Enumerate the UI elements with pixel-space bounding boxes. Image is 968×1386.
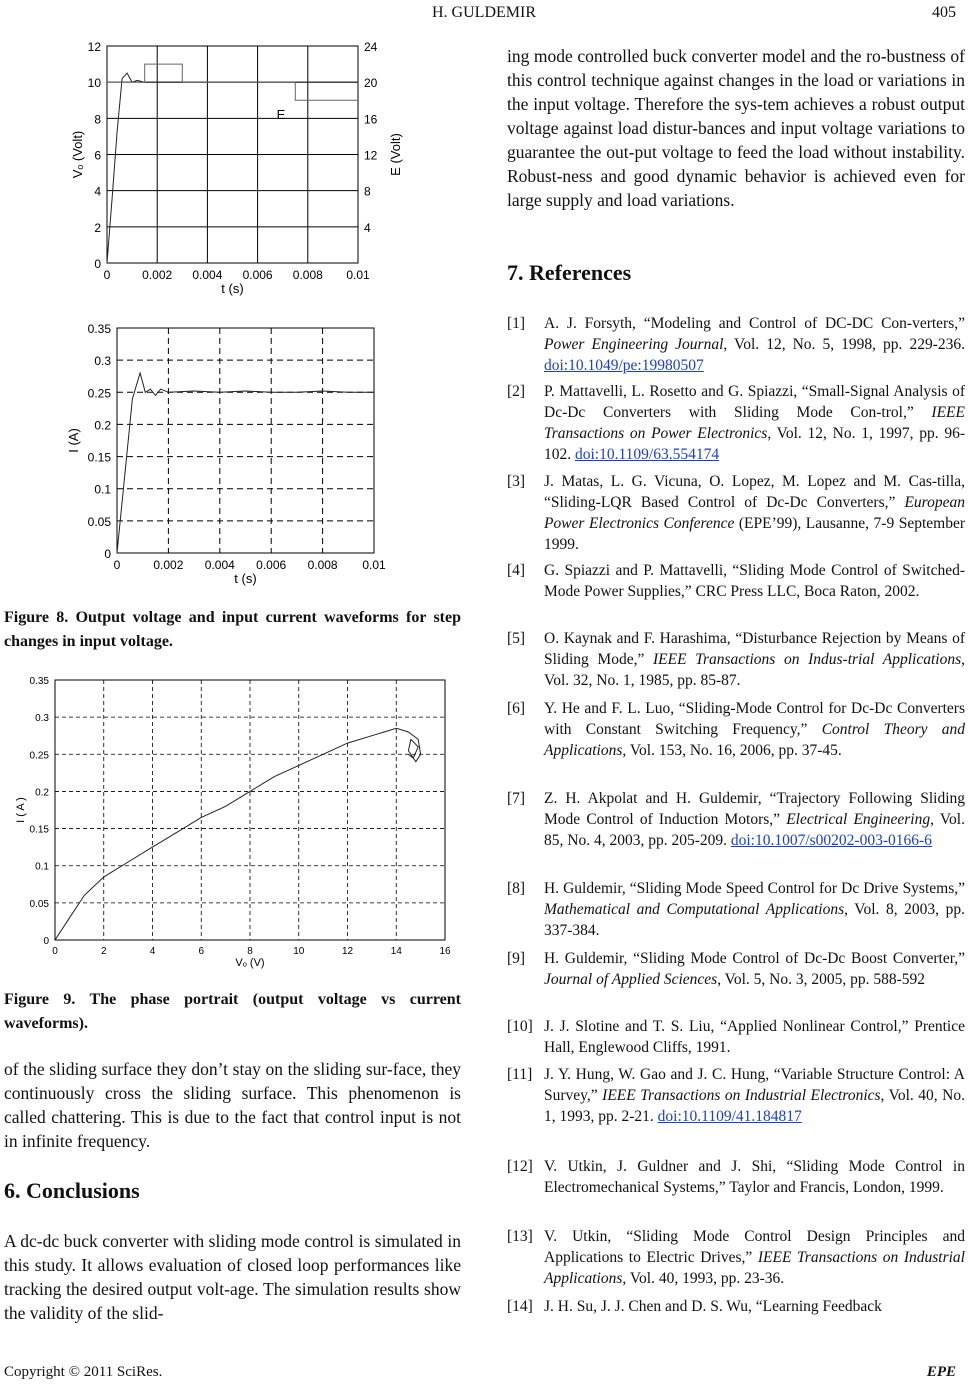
reference-number: [7] xyxy=(507,790,526,807)
y-axis-label: Vₒ (Volt) xyxy=(70,130,85,179)
reference-text xyxy=(544,1226,965,1289)
reference-number: [8] xyxy=(507,880,526,897)
doi-link[interactable]: doi:10.1049/pe:19980507 xyxy=(544,357,704,374)
y2-tick-label: 8 xyxy=(364,184,371,199)
y2-tick-label: 20 xyxy=(364,76,378,91)
x-tick-label: 6 xyxy=(198,946,205,957)
reference-authors-title: Y. He and F. L. Luo, “Sliding-Mode Control for Dc-Dc Converters with Constant Switching Frequency,” xyxy=(544,700,965,738)
y2-tick-label: 24 xyxy=(364,40,378,54)
conclusions-continued-paragraph: ing mode controlled buck converter model and the ro-bustness of this control technique against changes in the load or variations in the input voltage. Therefore the sys-tem achieves a robust output voltage against load distur-bances and input voltage variations to guarantee the out-put voltage to feed the load without instability. Robust-ness and good dynamic behavior is achieved even for large supply and load variations. xyxy=(507,46,965,210)
x-tick-label: 14 xyxy=(390,946,402,957)
reference-venue: IEEE Transactions on Industrial Electronics xyxy=(602,1087,881,1104)
reference-item xyxy=(507,1064,965,1127)
y-tick-label: 4 xyxy=(94,184,101,199)
reference-item xyxy=(507,381,965,465)
y2-tick-label: 4 xyxy=(364,220,371,235)
reference-text xyxy=(544,788,965,851)
series-line xyxy=(117,373,374,553)
x-tick-label: 0.004 xyxy=(204,558,235,572)
reference-number: [3] xyxy=(507,473,526,490)
y-tick-label: 10 xyxy=(87,76,101,91)
reference-item xyxy=(507,878,965,941)
references-heading: 7. References xyxy=(507,260,632,285)
voltage-chart xyxy=(60,32,420,302)
e-annotation: E xyxy=(276,107,286,122)
y-tick-label: 0.35 xyxy=(87,322,111,336)
y-tick-label: 0.2 xyxy=(35,787,49,799)
reference-text xyxy=(544,948,965,990)
reference-item xyxy=(507,313,965,376)
y-tick-label: 0 xyxy=(104,547,111,561)
reference-authors-title: J. H. Su, J. J. Chen and D. S. Wu, “Learning Feedback xyxy=(544,1298,882,1315)
x-tick-label: 0.002 xyxy=(153,558,184,572)
x-axis-label: t (s) xyxy=(221,281,244,296)
x-tick-label: 8 xyxy=(247,946,253,957)
copyright-footer: Copyright © 2011 SciRes. xyxy=(4,1364,163,1380)
reference-authors-title: A. J. Forsyth, “Modeling and Control of DC-DC Con-verters,” xyxy=(544,315,965,332)
x-tick-label: 10 xyxy=(293,946,305,957)
reference-authors-title: Z. H. Akpolat and H. Guldemir, “Trajectory Following Sliding Mode Control of Induction Motors,” xyxy=(544,790,965,828)
reference-authors-title: P. Mattavelli, L. Rosetto and G. Spiazzi, “Small-Signal Analysis of Dc-Dc Converters with Sliding Mode Con-trol,” xyxy=(544,383,965,421)
reference-item xyxy=(507,1296,965,1317)
reference-authors-title: H. Guldemir, “Sliding Mode Speed Control for Dc Drive Systems,” xyxy=(544,880,965,897)
reference-authors-title: J. J. Slotine and T. S. Liu, “Applied Nonlinear Control,” Prentice Hall, Englewood Cliffs, 1991. xyxy=(544,1018,965,1056)
y-tick-label: 0.15 xyxy=(29,824,49,836)
reference-number: [2] xyxy=(507,383,526,400)
figure-9-caption: Figure 9. The phase portrait (output voltage vs current waveforms). xyxy=(4,991,461,1032)
doi-link[interactable]: doi:10.1007/s00202-003-0166-6 xyxy=(730,832,932,849)
y-tick-label: 0 xyxy=(94,257,101,271)
reference-text xyxy=(544,1296,965,1317)
reference-text xyxy=(544,878,965,941)
page-number: 405 xyxy=(932,4,956,21)
reference-details: , Vol. 12, No. 1, 1997, pp. 96-102. xyxy=(544,425,965,463)
y2-tick-label: 12 xyxy=(364,148,378,163)
reference-item xyxy=(507,560,965,602)
reference-text xyxy=(544,1156,965,1198)
y-tick-label: 2 xyxy=(94,220,101,235)
y-tick-label: 0.25 xyxy=(29,750,49,762)
doi-link[interactable]: doi:10.1109/41.184817 xyxy=(657,1108,802,1125)
figure-8-caption: Figure 8. Output voltage and input current waveforms for step changes in input voltage. xyxy=(4,609,461,650)
reference-authors-title: J. Y. Hung, W. Gao and J. C. Hung, “Variable Structure Control: A Survey,” xyxy=(544,1066,965,1104)
reference-details: , Vol. 12, No. 5, 1998, pp. 229-236. xyxy=(723,336,965,353)
plot-frame xyxy=(117,328,374,553)
reference-item xyxy=(507,1226,965,1289)
reference-venue: Electrical Engineering xyxy=(786,811,931,828)
x-tick-label: 0.006 xyxy=(256,558,287,572)
reference-venue: Journal of Applied Sciences xyxy=(544,971,718,988)
y2-tick-label: 16 xyxy=(364,112,378,127)
y-tick-label: 0.2 xyxy=(94,418,111,433)
reference-number: [4] xyxy=(507,562,526,579)
reference-details: , Vol. 32, No. 1, 1985, pp. 85-87. xyxy=(544,651,965,689)
y-tick-label: 6 xyxy=(94,148,101,163)
y-tick-label: 0.1 xyxy=(94,482,111,497)
x-tick-label: 4 xyxy=(149,946,156,957)
reference-venue: IEEE Transactions on Power Electronics xyxy=(544,404,965,442)
reference-text xyxy=(544,1064,965,1127)
reference-item xyxy=(507,1016,965,1058)
doi-link[interactable]: doi:10.1109/63.554174 xyxy=(575,446,720,463)
x-tick-label: 2 xyxy=(100,946,107,957)
reference-item xyxy=(507,788,965,851)
running-header: H. GULDEMIR xyxy=(432,4,536,21)
reference-item xyxy=(507,948,965,990)
y-axis-label: I (A) xyxy=(66,428,81,453)
reference-details: , Vol. 85, No. 4, 2003, pp. 205-209. xyxy=(544,811,965,849)
x-tick-label: 0.008 xyxy=(292,268,323,282)
reference-authors-title: G. Spiazzi and P. Mattavelli, “Sliding Mode Control of Switched-Mode Power Supplies,” CRC Press LLC, Boca Raton, 2002. xyxy=(544,562,965,600)
reference-number: [9] xyxy=(507,950,526,967)
x-tick-label: 0.01 xyxy=(346,268,370,282)
reference-item xyxy=(507,698,965,761)
reference-authors-title: V. Utkin, “Sliding Mode Control Design Principles and Applications to Electric Drives,” xyxy=(544,1228,965,1266)
y-tick-label: 0.05 xyxy=(87,514,111,529)
y-tick-label: 0.3 xyxy=(94,354,111,369)
x-axis-label: Vₒ (V) xyxy=(235,957,265,969)
reference-item xyxy=(507,1156,965,1198)
reference-details: , Vol. 40, No. 1, 1993, pp. 2-21. xyxy=(544,1087,965,1125)
reference-text xyxy=(544,1016,965,1058)
x-tick-label: 0 xyxy=(52,946,58,957)
x-tick-label: 0.01 xyxy=(362,558,386,572)
reference-venue: IEEE Transactions on Industrial Applications xyxy=(544,1249,965,1287)
reference-details: , Vol. 5, No. 3, 2005, pp. 588-592 xyxy=(717,971,926,988)
reference-details: (EPE’99), Lausanne, 7-9 September 1999. xyxy=(544,515,965,553)
x-axis-label: t (s) xyxy=(234,571,257,586)
x-tick-label: 0.008 xyxy=(307,558,338,572)
reference-authors-title: H. Guldemir, “Sliding Mode Control of Dc-Dc Boost Converter,” xyxy=(544,950,965,967)
x-tick-label: 0 xyxy=(113,558,121,572)
reference-number: [11] xyxy=(507,1066,533,1083)
reference-number: [1] xyxy=(507,315,526,332)
reference-text xyxy=(544,471,965,555)
y-tick-label: 0.35 xyxy=(29,676,49,687)
reference-venue: IEEE Transactions on Indus-trial Applications xyxy=(653,651,962,668)
reference-details: , Vol. 8, 2003, pp. 337-384. xyxy=(544,901,965,939)
reference-text xyxy=(544,628,965,691)
x-tick-label: 0 xyxy=(103,268,111,282)
reference-number: [12] xyxy=(507,1158,533,1175)
reference-details: , Vol. 40, 1993, pp. 23-36. xyxy=(622,1270,785,1287)
reference-number: [6] xyxy=(507,700,526,717)
y-tick-label: 0.3 xyxy=(35,713,49,725)
conclusions-paragraph: A dc-dc buck converter with sliding mode control is simulated in this study. It allows evaluation of closed loop performances like tracking the desired output volt-age. The simulation results show the validity of the slid- xyxy=(4,1231,461,1323)
x-tick-label: 0.004 xyxy=(192,268,223,282)
reference-number: [5] xyxy=(507,630,526,647)
reference-number: [10] xyxy=(507,1018,533,1035)
y-axis-label: I ( A ) xyxy=(15,797,27,823)
phase-portrait-chart xyxy=(12,668,462,978)
reference-item xyxy=(507,628,965,691)
series-line xyxy=(107,73,358,263)
reference-venue: Power Engineering Journal xyxy=(544,336,724,353)
y-tick-label: 0.25 xyxy=(87,386,111,401)
reference-authors-title: J. Matas, L. G. Vicuna, O. Lopez, M. Lopez and M. Cas-tilla, “Sliding-LQR Based Control of Dc-Dc Converters,” xyxy=(544,473,965,511)
chattering-paragraph: of the sliding surface they don’t stay on the sliding sur-face, they continuously cross the sliding surface. This phenomenon is called chattering. This is due to the fact that control input is not in infinite frequency. xyxy=(4,1059,461,1151)
x-tick-label: 12 xyxy=(341,946,354,957)
reference-text xyxy=(544,381,965,465)
reference-text xyxy=(544,313,965,376)
conclusions-heading: 6. Conclusions xyxy=(4,1178,140,1203)
series-line xyxy=(55,728,421,940)
reference-venue: Control Theory and Applications xyxy=(544,721,965,759)
reference-details: , Vol. 153, No. 16, 2006, pp. 37-45. xyxy=(622,742,842,759)
y2-axis-label: E (Volt) xyxy=(388,133,403,176)
reference-venue: Mathematical and Computational Applications xyxy=(544,901,845,918)
x-tick-label: 0.002 xyxy=(142,268,173,282)
reference-item xyxy=(507,471,965,555)
reference-venue: European Power Electronics Conference xyxy=(544,494,965,532)
reference-number: [14] xyxy=(507,1298,533,1315)
y-tick-label: 12 xyxy=(87,40,101,54)
y-tick-label: 0.1 xyxy=(35,861,49,873)
y-tick-label: 8 xyxy=(94,112,101,127)
x-tick-label: 0.006 xyxy=(242,268,273,282)
y-tick-label: 0.15 xyxy=(87,450,111,465)
reference-number: [13] xyxy=(507,1228,533,1245)
journal-footer: EPE xyxy=(926,1364,956,1380)
current-chart xyxy=(60,316,420,616)
y-tick-label: 0 xyxy=(43,936,49,947)
x-tick-label: 16 xyxy=(439,946,451,957)
reference-authors-title: V. Utkin, J. Guldner and J. Shi, “Sliding Mode Control in Electromechanical Systems,” Taylor and Francis, London, 1999. xyxy=(544,1158,965,1196)
reference-authors-title: O. Kaynak and F. Harashima, “Disturbance Rejection by Means of Sliding Mode,” xyxy=(544,630,965,668)
reference-text xyxy=(544,560,965,602)
y-tick-label: 0.05 xyxy=(29,898,49,910)
reference-text xyxy=(544,698,965,761)
